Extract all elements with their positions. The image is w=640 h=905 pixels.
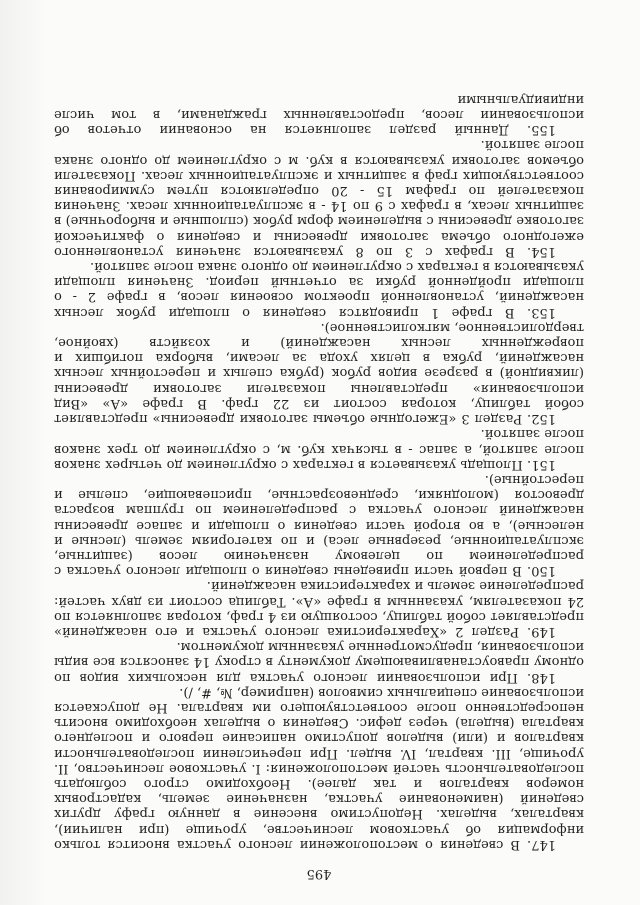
paragraph-151: 151. Площадь указывается в гектарах с округлением до четырех знаков после запятой, а запас - в тысячах куб. м, с округлением до трех знаков после запятой. (54, 426, 584, 472)
paragraph-148: 148. При использовании лесного участка для нескольких видов по одному правоустанавливающему документу в строку 14 заносятся все виды использования, предусмотренные указанным документом. (54, 639, 584, 685)
paragraph-154: 154. В графах с 3 по 8 указываются значения установленного ежегодного объема заготовки древесины и сведения о фактической заготовке древесины с выделением форм рубок (сплошные и выборочные) в защитных лесах, в графах с 9 по 14 - в эксплуатационных лесах. Значения показателей по графам 15 - 20 определяются путем суммирования соответствующих граф в защитных и эксплуатационных лесах. Показатели объемов заготовки указываются в куб. м с округлением до одного знака после запятой. (54, 137, 584, 259)
page-content (54, 92, 584, 881)
paragraph-149: 149. Раздел 2 «Характеристика лесного участка и его насаждений» представляет собой таблицу, состоящую из 4 граф, которая заполняется по 24 показателям, указанным в графе «А». Таблица состоит из двух частей: распределение земель и характеристика насаждений. (54, 578, 584, 639)
paragraph-155: 155. Данный раздел заполняется на основании отчетов об использовании лесов, предоставленных гражданами, в том числе индивидуальными (54, 91, 584, 138)
paragraph-147: 147. В сведения о местоположении лесного участка вносится только информация об участковом лесничестве, урочище (при наличии), кварталах, выделах. Недопустимо внесение в данную графу других сведений (наименование участка, назначение земель, кадастровых номеров кварталов и так далее). Необходимо строго соблюдать последовательность частей местоположения: I. участковое лесничество, II. урочище, III. квартал, IV. выдел. При перечислении последовательности кварталов и (или) выделов допустимо написание первого и последнего квартала (выдела) через дефис. Сведения о выделах необходимо вносить непосредственно после соответствующего им квартала. Не допускается использование специальных символов (например, №, #, /). (54, 684, 584, 852)
paragraph-150: 150. В первой части приведены сведения о площади лесного участка с распределением по целевому назначению лесов (защитные, эксплуатационные, резервные леса) и по категориям земель (лесные и нелесные), а во второй части сведения о площади и запасе древесины насаждений лесного участка с распределением по группам возраста древостоя (молодняки, средневозрастные, приспевающие, спелые и перестойные). (54, 471, 584, 579)
page-number: 495 (306, 866, 332, 881)
paragraph-152: 152. Раздел 3 «Ежегодные объемы заготовки древесины» представляет собой таблицу, которая состоит из 22 граф. В графе «А» «Вид использования» представлены показатели заготовки древесины (ликвидной) в разрезе видов рубок (рубка спелых и перестойных лесных насаждений, рубка в целях ухода за лесами, выборка погибших и поврежденных лесных насаждений) и хозяйств (хвойное, твердолиственное, мягколиственное). (54, 319, 584, 427)
scan-shadow (0, 0, 48, 905)
paragraph-153: 153. В графе 1 приводятся сведения о площади рубок лесных насаждений, установленной проектом освоения лесов, в графе 2 - о площади пройденной рубки за отчетный период. Значения площади указываются в гектарах с округлением до одного знака после запятой. (54, 259, 584, 320)
